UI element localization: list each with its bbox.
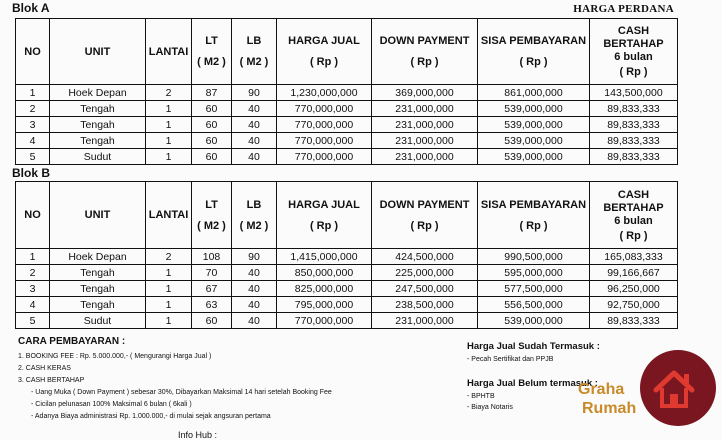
cell-cash-bertahap: 89,833,333 (590, 101, 678, 117)
price-inclusions (467, 340, 667, 413)
col-header-sisa-pembayaran: SISA PEMBAYARAN ( Rp ) (478, 19, 590, 85)
payment-item: 2. CASH KERAS (18, 365, 71, 372)
cell-unit: Tengah (50, 117, 146, 133)
table-row (16, 265, 678, 281)
blok-a-label: Blok A (12, 1, 50, 15)
col-header-lb: LB ( M2 ) (232, 19, 277, 85)
payment-item: 1. BOOKING FEE : Rp. 5.000.000,- ( Mengurangi Harga Jual ) (18, 353, 212, 360)
cell-unit: Tengah (50, 265, 146, 281)
col-header-down-payment: DOWN PAYMENT ( Rp ) (372, 19, 478, 85)
cell-lt: 70 (192, 265, 232, 281)
table-row (16, 249, 678, 265)
col-header-no: NO (16, 182, 50, 249)
cell-lb: 40 (232, 117, 277, 133)
cell-lb: 40 (232, 149, 277, 165)
col-header-cash-bertahap: CASH BERTAHAP 6 bulan ( Rp ) (590, 19, 678, 85)
cell-unit: Sudut (50, 149, 146, 165)
cell-lantai: 1 (146, 265, 192, 281)
col-header-lb: LB ( M2 ) (232, 182, 277, 249)
cell-harga-jual: 770,000,000 (277, 117, 372, 133)
cell-down-payment: 231,000,000 (372, 133, 478, 149)
cell-sisa-pembayaran: 539,000,000 (478, 117, 590, 133)
cell-harga-jual: 770,000,000 (277, 101, 372, 117)
cell-sisa-pembayaran: 861,000,000 (478, 85, 590, 101)
table-row (16, 281, 678, 297)
cell-no: 4 (16, 133, 50, 149)
cell-no: 5 (16, 313, 50, 329)
cell-unit: Sudut (50, 313, 146, 329)
cell-no: 3 (16, 117, 50, 133)
included-item: - Pecah Sertifikat dan PPJB (467, 356, 554, 363)
cell-harga-jual: 770,000,000 (277, 149, 372, 165)
blok-a-table (15, 18, 678, 165)
col-header-unit: UNIT (50, 182, 146, 249)
cell-lantai: 2 (146, 249, 192, 265)
cell-sisa-pembayaran: 539,000,000 (478, 149, 590, 165)
blok-b-table (15, 181, 678, 329)
included-title: Harga Jual Sudah Termasuk : (467, 341, 600, 352)
table-row (16, 85, 678, 101)
cell-cash-bertahap: 89,833,333 (590, 313, 678, 329)
cell-lb: 90 (232, 249, 277, 265)
cell-sisa-pembayaran: 990,500,000 (478, 249, 590, 265)
blok-a-rows (16, 85, 678, 165)
logo-wordmark (578, 380, 636, 418)
cell-lt: 60 (192, 117, 232, 133)
cell-cash-bertahap: 96,250,000 (590, 281, 678, 297)
cell-lb: 40 (232, 281, 277, 297)
table-row (16, 117, 678, 133)
cell-down-payment: 231,000,000 (372, 313, 478, 329)
cell-lantai: 1 (146, 313, 192, 329)
col-header-down-payment: DOWN PAYMENT ( Rp ) (372, 182, 478, 249)
cell-no: 2 (16, 265, 50, 281)
cell-unit: Tengah (50, 101, 146, 117)
cell-lt: 63 (192, 297, 232, 313)
cell-cash-bertahap: 92,750,000 (590, 297, 678, 313)
cell-lb: 40 (232, 101, 277, 117)
cell-down-payment: 247,500,000 (372, 281, 478, 297)
cell-sisa-pembayaran: 539,000,000 (478, 133, 590, 149)
cell-down-payment: 231,000,000 (372, 117, 478, 133)
cell-sisa-pembayaran: 556,500,000 (478, 297, 590, 313)
cell-lb: 40 (232, 265, 277, 281)
cell-cash-bertahap: 143,500,000 (590, 85, 678, 101)
payment-subitem: - Cicilan pelunasan 100% Maksimal 6 bulan ( 6kali ) (31, 401, 192, 408)
cell-harga-jual: 850,000,000 (277, 265, 372, 281)
col-header-sisa-pembayaran: SISA PEMBAYARAN ( Rp ) (478, 182, 590, 249)
cell-lantai: 1 (146, 133, 192, 149)
cell-lt: 87 (192, 85, 232, 101)
cell-down-payment: 369,000,000 (372, 85, 478, 101)
col-header-harga-jual: HARGA JUAL ( Rp ) (277, 19, 372, 85)
cell-lt: 108 (192, 249, 232, 265)
col-header-cash-bertahap: CASH BERTAHAP 6 bulan ( Rp ) (590, 182, 678, 249)
cell-down-payment: 231,000,000 (372, 149, 478, 165)
col-header-lt: LT ( M2 ) (192, 182, 232, 249)
payment-title: CARA PEMBAYARAN : (18, 336, 126, 347)
table-row (16, 101, 678, 117)
table-row (16, 149, 678, 165)
cell-harga-jual: 770,000,000 (277, 313, 372, 329)
cell-harga-jual: 1,230,000,000 (277, 85, 372, 101)
payment-subitem: - Adanya Biaya administrasi Rp. 1.000.000,- di mulai sejak angsuran pertama (31, 413, 271, 420)
info-hub-label: Info Hub : (178, 430, 218, 440)
logo-line-1: Graha (578, 381, 625, 398)
cell-harga-jual: 770,000,000 (277, 133, 372, 149)
cell-lt: 60 (192, 313, 232, 329)
payment-subitem: - Uang Muka ( Down Payment ) sebesar 30%, Dibayarkan Maksimal 14 hari setelah Booking Fee (31, 389, 332, 396)
cell-lantai: 1 (146, 101, 192, 117)
cell-lt: 67 (192, 281, 232, 297)
cell-lantai: 1 (146, 281, 192, 297)
cell-lantai: 1 (146, 297, 192, 313)
cell-lb: 40 (232, 297, 277, 313)
cell-cash-bertahap: 89,833,333 (590, 117, 678, 133)
cell-lb: 40 (232, 133, 277, 149)
excluded-title: Harga Jual Belum termasuk : (467, 378, 598, 389)
cell-no: 1 (16, 249, 50, 265)
table-row (16, 133, 678, 149)
cell-down-payment: 424,500,000 (372, 249, 478, 265)
cell-lb: 40 (232, 313, 277, 329)
payment-methods (18, 336, 438, 423)
blok-b-label: Blok B (12, 166, 51, 180)
cell-lantai: 1 (146, 149, 192, 165)
cell-unit: Tengah (50, 133, 146, 149)
col-header-lt: LT ( M2 ) (192, 19, 232, 85)
cell-lt: 60 (192, 101, 232, 117)
logo-line-2: Rumah (582, 400, 637, 417)
payment-item: 3. CASH BERTAHAP (18, 377, 85, 384)
cell-harga-jual: 1,415,000,000 (277, 249, 372, 265)
cell-cash-bertahap: 89,833,333 (590, 133, 678, 149)
cell-down-payment: 238,500,000 (372, 297, 478, 313)
cell-no: 4 (16, 297, 50, 313)
cell-unit: Hoek Depan (50, 249, 146, 265)
cell-no: 2 (16, 101, 50, 117)
col-header-harga-jual: HARGA JUAL ( Rp ) (277, 182, 372, 249)
cell-sisa-pembayaran: 577,500,000 (478, 281, 590, 297)
blok-b-rows (16, 249, 678, 329)
cell-cash-bertahap: 99,166,667 (590, 265, 678, 281)
cell-lantai: 2 (146, 85, 192, 101)
col-header-lantai: LANTAI (146, 182, 192, 249)
table-row (16, 313, 678, 329)
cell-cash-bertahap: 165,083,333 (590, 249, 678, 265)
promo-title: HARGA PERDANA (573, 3, 674, 15)
cell-no: 1 (16, 85, 50, 101)
excluded-item: - BPHTB (467, 393, 495, 400)
cell-lt: 60 (192, 149, 232, 165)
cell-no: 3 (16, 281, 50, 297)
house-icon (640, 350, 716, 426)
col-header-unit: UNIT (50, 19, 146, 85)
cell-harga-jual: 795,000,000 (277, 297, 372, 313)
cell-lantai: 1 (146, 117, 192, 133)
cell-cash-bertahap: 89,833,333 (590, 149, 678, 165)
cell-lt: 60 (192, 133, 232, 149)
cell-down-payment: 225,000,000 (372, 265, 478, 281)
graha-rumah-logo (640, 350, 716, 426)
cell-unit: Tengah (50, 281, 146, 297)
cell-unit: Hoek Depan (50, 85, 146, 101)
excluded-item: - Biaya Notaris (467, 404, 513, 411)
cell-lb: 90 (232, 85, 277, 101)
cell-harga-jual: 825,000,000 (277, 281, 372, 297)
cell-no: 5 (16, 149, 50, 165)
cell-down-payment: 231,000,000 (372, 101, 478, 117)
table-row (16, 297, 678, 313)
col-header-lantai: LANTAI (146, 19, 192, 85)
cell-unit: Tengah (50, 297, 146, 313)
cell-sisa-pembayaran: 539,000,000 (478, 101, 590, 117)
col-header-no: NO (16, 19, 50, 85)
cell-sisa-pembayaran: 539,000,000 (478, 313, 590, 329)
cell-sisa-pembayaran: 595,000,000 (478, 265, 590, 281)
